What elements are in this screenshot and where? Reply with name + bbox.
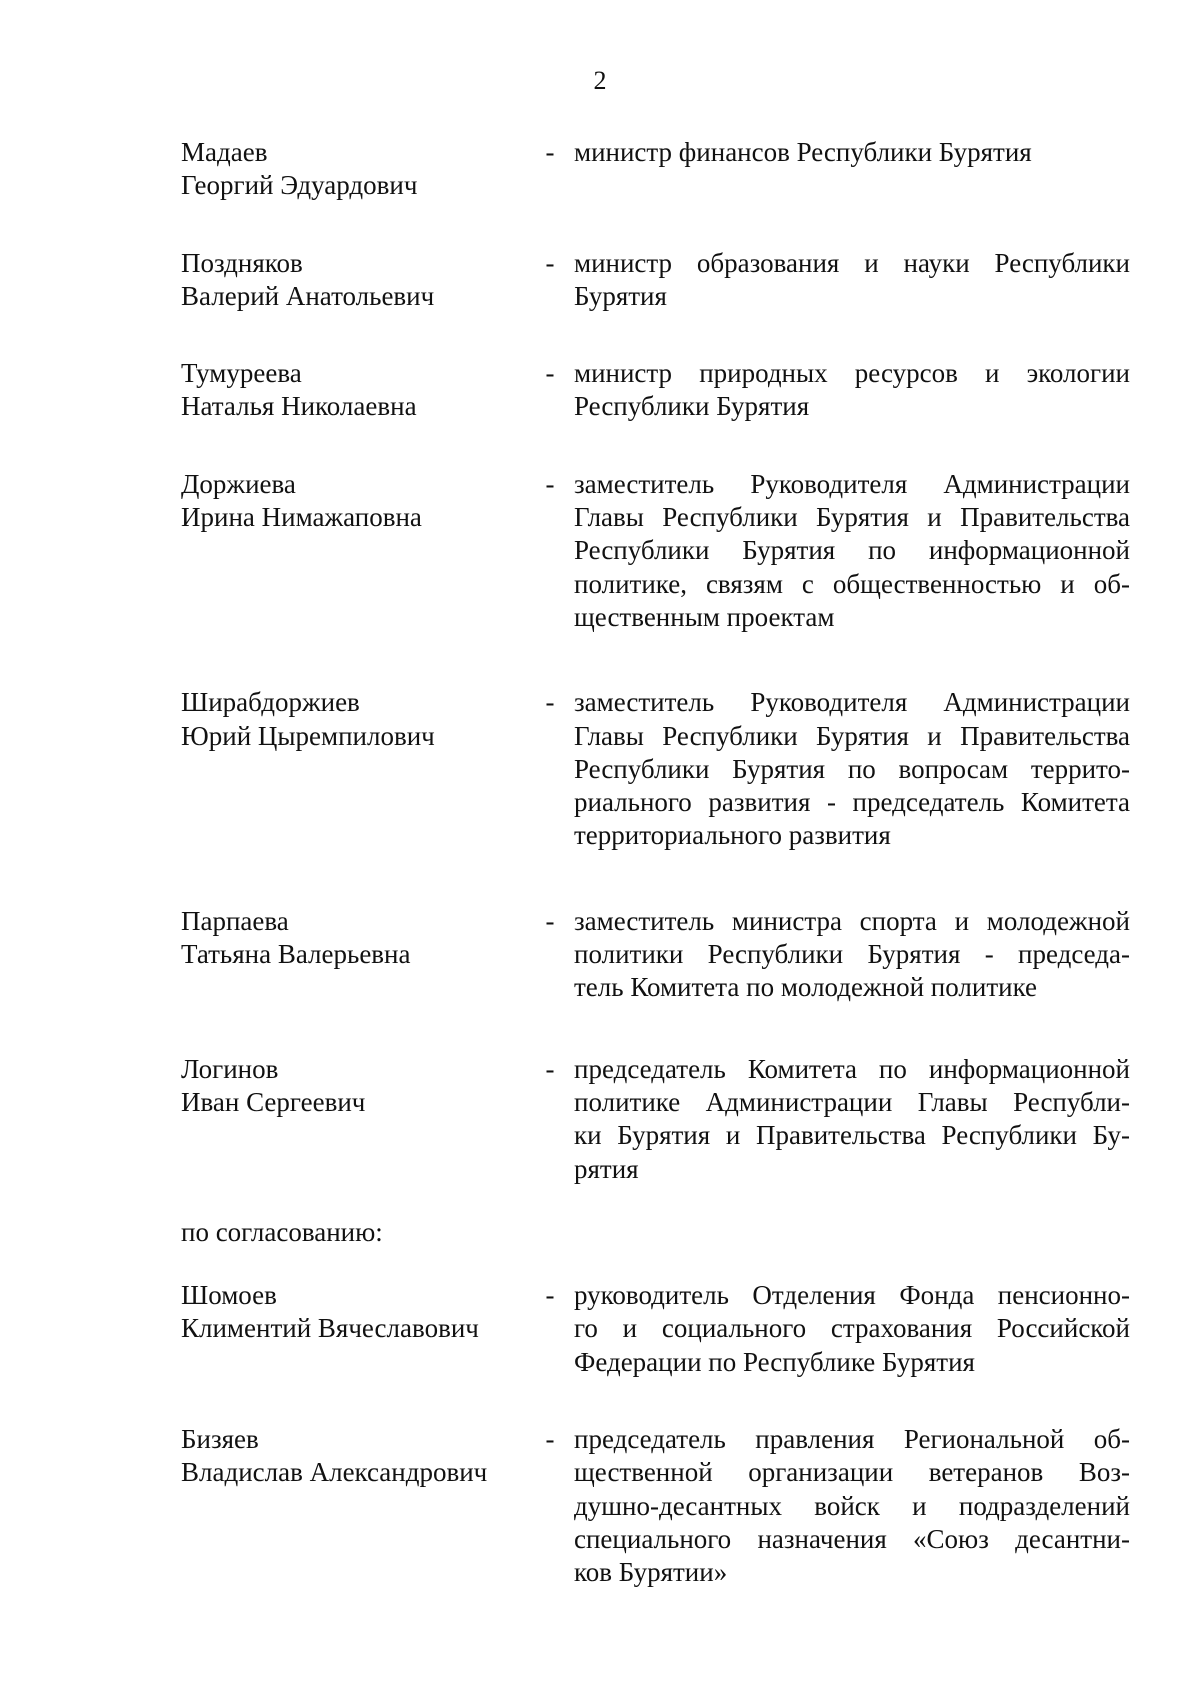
member-name: [181, 1053, 526, 1120]
separator-dash: -: [545, 247, 555, 278]
member-role: [574, 468, 1130, 634]
member-surname: Поздняков: [181, 247, 303, 278]
member-role: [574, 905, 1130, 1005]
member-surname: Ширабдоржиев: [181, 687, 360, 718]
role-line: риального развития - председатель Комитета: [574, 787, 1130, 818]
role-line: щественной организации ветеранов Воз-: [574, 1457, 1130, 1488]
role-line: го и социального страхования Российской: [574, 1313, 1130, 1344]
role-line: Республики Бурятия: [574, 391, 810, 422]
role-line: заместитель министра спорта и молодежной: [574, 905, 1130, 936]
member-entry: [181, 1423, 1130, 1589]
role-line: Республики Бурятия по вопросам террито-: [574, 753, 1130, 784]
role-line: Федерации по Республике Бурятия: [574, 1346, 975, 1377]
role-line: специального назначения «Союз десантни-: [574, 1523, 1130, 1554]
member-name: [181, 905, 526, 972]
member-entry: [181, 136, 1123, 203]
member-surname: Парпаева: [181, 905, 289, 936]
members-list: [181, 136, 1130, 1590]
member-given-names: Ирина Нимажаповна: [181, 502, 422, 533]
member-role: [574, 686, 1130, 852]
role-line: министр природных ресурсов и экологии: [574, 358, 1130, 389]
role-line: министр финансов Республики Бурятия: [574, 137, 1032, 167]
member-name: [181, 1423, 526, 1490]
role-line: министр образования и науки Республики: [574, 247, 1130, 278]
member-given-names: Юрий Цыремпилович: [181, 720, 435, 751]
role-line: территориального развития: [574, 820, 891, 851]
member-role: [574, 1279, 1130, 1379]
role-line: заместитель Руководителя Администрации: [574, 468, 1130, 499]
member-surname: Тумуреева: [181, 358, 302, 389]
role-line: председатель правления Региональной об-: [574, 1424, 1130, 1455]
member-name: [181, 357, 526, 424]
member-entry: [181, 686, 1130, 852]
separator-dash: -: [545, 905, 555, 936]
member-entry: [181, 1279, 1130, 1379]
member-entry: [181, 468, 1130, 634]
separator-dash: -: [545, 1424, 555, 1455]
role-line: ки Бурятия и Правительства Республики Бу-: [574, 1120, 1130, 1151]
member-role: [574, 1423, 1130, 1589]
separator-dash: -: [545, 1053, 555, 1084]
section-note: по согласованию:: [181, 1216, 383, 1247]
member-surname: Мадаев: [181, 137, 268, 167]
role-line: политике, связям с общественностью и об-: [574, 568, 1130, 599]
member-surname: Доржиева: [181, 468, 296, 499]
separator-dash: -: [545, 468, 555, 499]
separator-dash: -: [545, 1280, 555, 1311]
member-entry: [181, 905, 1130, 1005]
member-surname: Логинов: [181, 1053, 279, 1084]
member-given-names: Георгий Эдуардович: [181, 170, 418, 201]
role-line: тель Комитета по молодежной политике: [574, 972, 1037, 1003]
member-role: [574, 1053, 1130, 1186]
separator-dash: -: [545, 358, 555, 389]
role-line: председатель Комитета по информационной: [574, 1053, 1130, 1084]
member-role: [574, 357, 1130, 424]
member-name: [181, 468, 526, 535]
role-line: душно-десантных войск и подразделений: [574, 1490, 1130, 1521]
role-line: щественным проектам: [574, 601, 835, 632]
role-line: политике Администрации Главы Республи-: [574, 1086, 1130, 1117]
role-line: руководитель Отделения Фонда пенсионно-: [574, 1280, 1130, 1311]
member-name: [181, 1279, 526, 1346]
role-line: Главы Республики Бурятия и Правительства: [574, 502, 1130, 533]
role-line: Республики Бурятия по информационной: [574, 535, 1130, 566]
role-line: Главы Республики Бурятия и Правительства: [574, 720, 1130, 751]
member-given-names: Татьяна Валерьевна: [181, 939, 411, 970]
member-entry: [181, 357, 1130, 424]
member-name: [181, 686, 526, 753]
member-surname: Бизяев: [181, 1424, 259, 1455]
member-role: [574, 247, 1130, 314]
member-name: [181, 136, 526, 203]
role-line: заместитель Руководителя Администрации: [574, 687, 1130, 718]
agreed-members-entries: [181, 1279, 1130, 1589]
member-given-names: Наталья Николаевна: [181, 391, 417, 422]
member-given-names: Валерий Анатольевич: [181, 280, 435, 311]
role-line: рятия: [574, 1153, 639, 1184]
member-surname: Шомоев: [181, 1280, 277, 1311]
member-given-names: Владислав Александрович: [181, 1457, 488, 1488]
member-given-names: Иван Сергеевич: [181, 1086, 366, 1117]
member-role: [574, 136, 1130, 169]
role-line: политики Республики Бурятия - председа-: [574, 939, 1130, 970]
separator-dash: -: [545, 137, 555, 167]
page-number: 2: [593, 66, 607, 95]
separator-dash: -: [545, 687, 555, 718]
role-line: ков Бурятии»: [574, 1557, 728, 1588]
member-entry: [181, 247, 1130, 314]
role-line: Бурятия: [574, 280, 667, 311]
member-entry: [181, 1053, 1130, 1186]
member-name: [181, 247, 526, 314]
members-entries: [181, 136, 1130, 1186]
member-given-names: Климентий Вячеславович: [181, 1313, 479, 1344]
